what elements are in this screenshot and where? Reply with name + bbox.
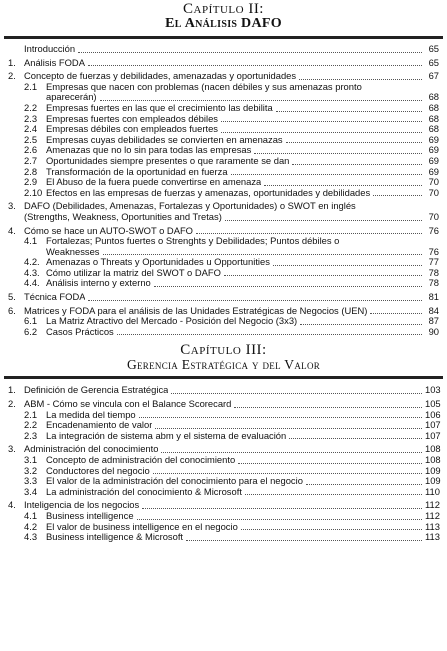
toc-entry-page: 109 [425, 464, 441, 476]
toc-entry [8, 268, 439, 279]
toc-entry-page: 78 [428, 277, 439, 289]
toc-entry-number: 3.4 [24, 485, 38, 497]
toc-leader-dots [103, 254, 423, 255]
toc-entry-number: 2.1 [24, 408, 38, 420]
toc-entry-title: Concepto de administración del conocimiento [46, 455, 236, 465]
toc-entry-number: 1. [8, 56, 16, 68]
toc-entry-title: Introducción [24, 44, 76, 54]
toc-leader-dots [245, 494, 422, 495]
toc-entry-page: 106 [425, 408, 441, 420]
toc-entry-page: 110 [425, 485, 440, 497]
toc-entry-title: Concepto de fuerzas y debilidades, amenazadas y oportunidades [24, 71, 297, 82]
toc-entry [8, 82, 439, 93]
toc-entry-page: 105 [425, 398, 441, 410]
toc-entry-page: 81 [428, 291, 439, 303]
toc-entry [8, 466, 439, 477]
toc-entry-title: Business intelligence & Microsoft [46, 532, 184, 543]
toc-entry-title: El Abuso de la fuera puede convertirse en amenaza [46, 177, 262, 188]
toc-entry [8, 167, 439, 178]
toc-entry-page: 90 [428, 325, 439, 337]
toc-entry-page: 65 [428, 56, 439, 68]
toc-entry-page: 113 [425, 520, 440, 532]
toc-entry [8, 145, 439, 156]
chapter-2-subtitle: El Análisis DAFO [165, 16, 282, 31]
toc-entry-title-continued: aparecerán) [46, 92, 97, 103]
toc-entry [8, 177, 439, 188]
toc-leader-dots [78, 52, 422, 53]
toc-entry-title: Matrices y FODA para el análisis de las Unidades Estratégicas de Negocios (UEN) [24, 305, 368, 316]
chapter-3-subtitle: Gerencia Estratégica y del Valor [126, 357, 321, 373]
toc-entry-number: 2.10 [24, 186, 43, 198]
toc-entry-page: 84 [428, 304, 439, 316]
toc-entry-title: Empresas cuyas debilidades se convierten en amenazas [46, 134, 283, 145]
toc-entry-number: 3.2 [24, 464, 38, 476]
toc-entry-number: 2.3 [24, 429, 38, 441]
toc-entry-title: Amenazas que no lo sin para todas las empresas [46, 145, 252, 156]
chapter-3-toc [0, 385, 447, 542]
toc-entry-title: Administración del conocimiento [24, 444, 159, 455]
toc-leader-dots [186, 540, 422, 541]
toc-entry-page: 107 [425, 429, 441, 441]
toc-entry-title: DAFO (Debilidades, Amenazas, Fortalezas y Oportunidades) o SWOT en inglés [24, 201, 356, 212]
toc-entry-number: 3.3 [24, 475, 38, 487]
toc-leader-dots [100, 100, 422, 101]
toc-entry-title: Oportunidades siempre presentes o que raramente se dan [46, 155, 290, 166]
toc-leader-dots [142, 508, 422, 509]
toc-entry-title: El valor de la administración del conocimiento para el negocio [46, 476, 303, 487]
toc-entry-page: 70 [428, 186, 439, 198]
toc-entry [8, 44, 439, 55]
toc-leader-dots [196, 233, 422, 234]
toc-leader-dots [300, 324, 422, 325]
toc-entry-number: 4.3. [24, 266, 40, 278]
toc-leader-dots [289, 438, 422, 439]
toc-entry-page: 103 [425, 384, 441, 396]
toc-entry-title: Técnica FODA [24, 292, 86, 303]
toc-entry-page: 108 [425, 454, 441, 465]
toc-entry [8, 188, 439, 199]
toc-entry [8, 103, 439, 114]
toc-entry [8, 226, 439, 237]
toc-entry-number: 4.1 [24, 509, 38, 521]
toc-leader-dots [221, 132, 422, 133]
toc-entry-continuation [8, 212, 439, 223]
toc-entry-number: 6.2 [24, 325, 38, 337]
toc-leader-dots [254, 153, 422, 154]
toc-entry-title-continued: Weaknesses [46, 246, 100, 257]
toc-entry [8, 316, 439, 327]
toc-entry-page: 77 [428, 256, 439, 268]
toc-leader-dots [171, 393, 422, 394]
toc-entry [8, 71, 439, 82]
toc-entry-continuation [8, 92, 439, 103]
toc-leader-dots [154, 286, 422, 287]
toc-entry-page: 76 [428, 224, 439, 236]
toc-entry [8, 410, 439, 421]
toc-entry-title: Casos Prácticos [46, 326, 114, 337]
toc-leader-dots [88, 65, 422, 66]
toc-entry [8, 58, 439, 69]
toc-entry-page: 76 [428, 245, 439, 257]
toc-entry-number: 2.7 [24, 154, 38, 166]
toc-leader-dots [273, 265, 422, 266]
toc-entry-number: 4. [8, 224, 16, 236]
toc-entry-title: Efectos en las empresas de fuerzas y amenazas, oportunidades y debilidades [46, 187, 371, 198]
toc-entry-number: 6. [8, 304, 16, 316]
toc-entry [8, 487, 439, 498]
toc-leader-dots [88, 300, 422, 301]
toc-entry-number: 4.2. [24, 256, 40, 268]
toc-leader-dots [225, 220, 422, 221]
toc-entry-page: 108 [425, 443, 441, 455]
chapter-3-header [0, 343, 447, 372]
toc-entry-title: Análisis FODA [24, 57, 85, 68]
toc-entry-number: 2.8 [24, 165, 38, 177]
toc-leader-dots [238, 463, 422, 464]
toc-entry-number: 2.3 [24, 112, 38, 124]
toc-leader-dots [153, 473, 422, 474]
toc-entry-page: 113 [425, 531, 440, 543]
toc-entry-number: 2. [8, 70, 16, 82]
toc-entry-title: Fortalezas; Puntos fuertes o Strenghts y Debilidades; Puntos débiles o [46, 236, 340, 247]
toc-entry-title: Cómo se hace un AUTO-SWOT o DAFO [24, 225, 193, 236]
toc-entry-title: Definición de Gerencia Estratégica [24, 385, 169, 396]
toc-leader-dots [117, 334, 422, 335]
toc-entry [8, 385, 439, 396]
toc-entry [8, 399, 439, 410]
toc-leader-dots [299, 79, 422, 80]
chapter-2-toc [0, 44, 447, 337]
toc-entry-number: 3.1 [24, 454, 38, 465]
toc-entry-page: 70 [428, 176, 439, 188]
toc-leader-dots [241, 529, 422, 530]
toc-entry-number: 2.9 [24, 176, 38, 188]
toc-entry-number: 4.1 [24, 235, 38, 247]
toc-entry-continuation [8, 247, 439, 258]
toc-entry-title: Cómo utilizar la matriz del SWOT o DAFO [46, 267, 221, 278]
toc-leader-dots [306, 484, 422, 485]
toc-entry [8, 455, 439, 466]
toc-entry-title: La administración del conocimiento & Microsoft [46, 486, 242, 497]
toc-entry-page: 67 [428, 70, 439, 82]
toc-leader-dots [373, 195, 422, 196]
toc-entry-page: 87 [428, 315, 439, 327]
toc-entry-title: Conductores del negocio [46, 465, 150, 476]
toc-entry-number: 2.5 [24, 133, 38, 145]
toc-leader-dots [137, 519, 422, 520]
toc-entry-title: ABM - Cómo se vincula con el Balance Scorecard [24, 399, 232, 410]
toc-entry-title: Empresas débiles con empleados fuertes [46, 124, 218, 135]
toc-entry-title: Business intelligence [46, 510, 134, 521]
toc-entry [8, 114, 439, 125]
toc-entry-number: 4. [8, 499, 16, 511]
toc-leader-dots [370, 313, 422, 314]
toc-entry-number: 3. [8, 200, 16, 212]
toc-entry-title: Encadenamiento de valor [46, 420, 153, 431]
toc-entry [8, 327, 439, 338]
toc-entry-title: Análisis interno y externo [46, 278, 151, 289]
toc-entry-title-continued: (Strengths, Weakness, Oportunities and Tretas) [24, 211, 222, 222]
toc-entry [8, 306, 439, 317]
toc-entry-page: 112 [425, 509, 440, 521]
toc-entry-page: 65 [428, 43, 439, 54]
toc-entry [8, 135, 439, 146]
toc-leader-dots [221, 121, 422, 122]
toc-entry-page: 68 [428, 123, 439, 135]
toc-entry-page: 112 [425, 499, 440, 511]
toc-entry-page: 69 [428, 154, 439, 166]
toc-entry [8, 522, 439, 533]
toc-entry [8, 201, 439, 212]
toc-entry [8, 431, 439, 442]
toc-leader-dots [276, 111, 422, 112]
toc-entry-page: 78 [428, 266, 439, 278]
toc-entry [8, 156, 439, 167]
toc-leader-dots [139, 417, 422, 418]
toc-entry [8, 444, 439, 455]
toc-entry-number: 2. [8, 398, 16, 410]
toc-entry-page: 68 [428, 101, 439, 113]
toc-entry-title: Empresas fuertes en las que el crecimiento las debilita [46, 102, 273, 113]
toc-entry-title: Empresas fuertes con empleados débiles [46, 113, 218, 124]
toc-leader-dots [292, 164, 422, 165]
toc-entry-number: 6.1 [24, 315, 38, 327]
toc-entry [8, 278, 439, 289]
toc-entry [8, 257, 439, 268]
chapter-3-title: Capítulo III: [180, 342, 267, 359]
toc-entry-number: 5. [8, 291, 16, 303]
toc-entry-page: 109 [425, 475, 441, 487]
toc-entry-page: 70 [428, 210, 439, 222]
toc-entry [8, 292, 439, 303]
toc-entry [8, 532, 439, 543]
toc-entry-title: La integración de sistema abm y el sistema de evaluación [46, 430, 287, 441]
toc-leader-dots [286, 142, 422, 143]
toc-entry-number: 4.4. [24, 277, 40, 289]
toc-entry-page: 107 [425, 419, 441, 431]
toc-leader-dots [264, 185, 422, 186]
toc-entry-title: El valor de business intelligence en el negocio [46, 521, 238, 532]
toc-leader-dots [155, 428, 422, 429]
toc-entry [8, 124, 439, 135]
chapter-2-header [0, 0, 447, 31]
chapter-2-title: Capítulo II: [183, 1, 264, 17]
toc-leader-dots [224, 275, 422, 276]
toc-entry-page: 68 [428, 112, 439, 124]
toc-entry-title: La medida del tiempo [46, 409, 136, 420]
toc-entry-number: 2.4 [24, 123, 38, 135]
toc-entry-number: 4.3 [24, 531, 38, 543]
toc-leader-dots [234, 407, 422, 408]
toc-entry-page: 69 [428, 133, 439, 145]
toc-entry-title: Empresas que nacen con problemas (nacen débiles y sus amenazas pronto [46, 81, 362, 92]
toc-entry [8, 511, 439, 522]
toc-entry-page: 69 [428, 144, 439, 156]
toc-entry-title: Amenazas o Threats y Oportunidades u Opportunities [46, 257, 270, 268]
toc-entry [8, 500, 439, 511]
toc-entry [8, 476, 439, 487]
toc-entry-title: Transformación de la oportunidad en fuerza [46, 166, 228, 177]
toc-entry-title: Inteligencia de los negocios [24, 500, 140, 511]
toc-entry-page: 69 [428, 165, 439, 177]
toc-leader-dots [231, 174, 422, 175]
toc-entry-number: 3. [8, 443, 16, 455]
toc-entry [8, 420, 439, 431]
toc-entry-number: 2.1 [24, 80, 38, 92]
toc-entry-title: La Matriz Atractivo del Mercado - Posición del Negocio (3x3) [46, 316, 298, 327]
toc-entry-number: 4.2 [24, 520, 38, 532]
toc-leader-dots [161, 452, 422, 453]
toc-entry-number: 2.2 [24, 101, 38, 113]
toc-entry [8, 236, 439, 247]
toc-entry-number: 2.2 [24, 419, 38, 431]
toc-entry-page: 68 [428, 91, 439, 103]
toc-entry-number: 2.6 [24, 144, 38, 156]
toc-entry-number: 1. [8, 384, 16, 396]
